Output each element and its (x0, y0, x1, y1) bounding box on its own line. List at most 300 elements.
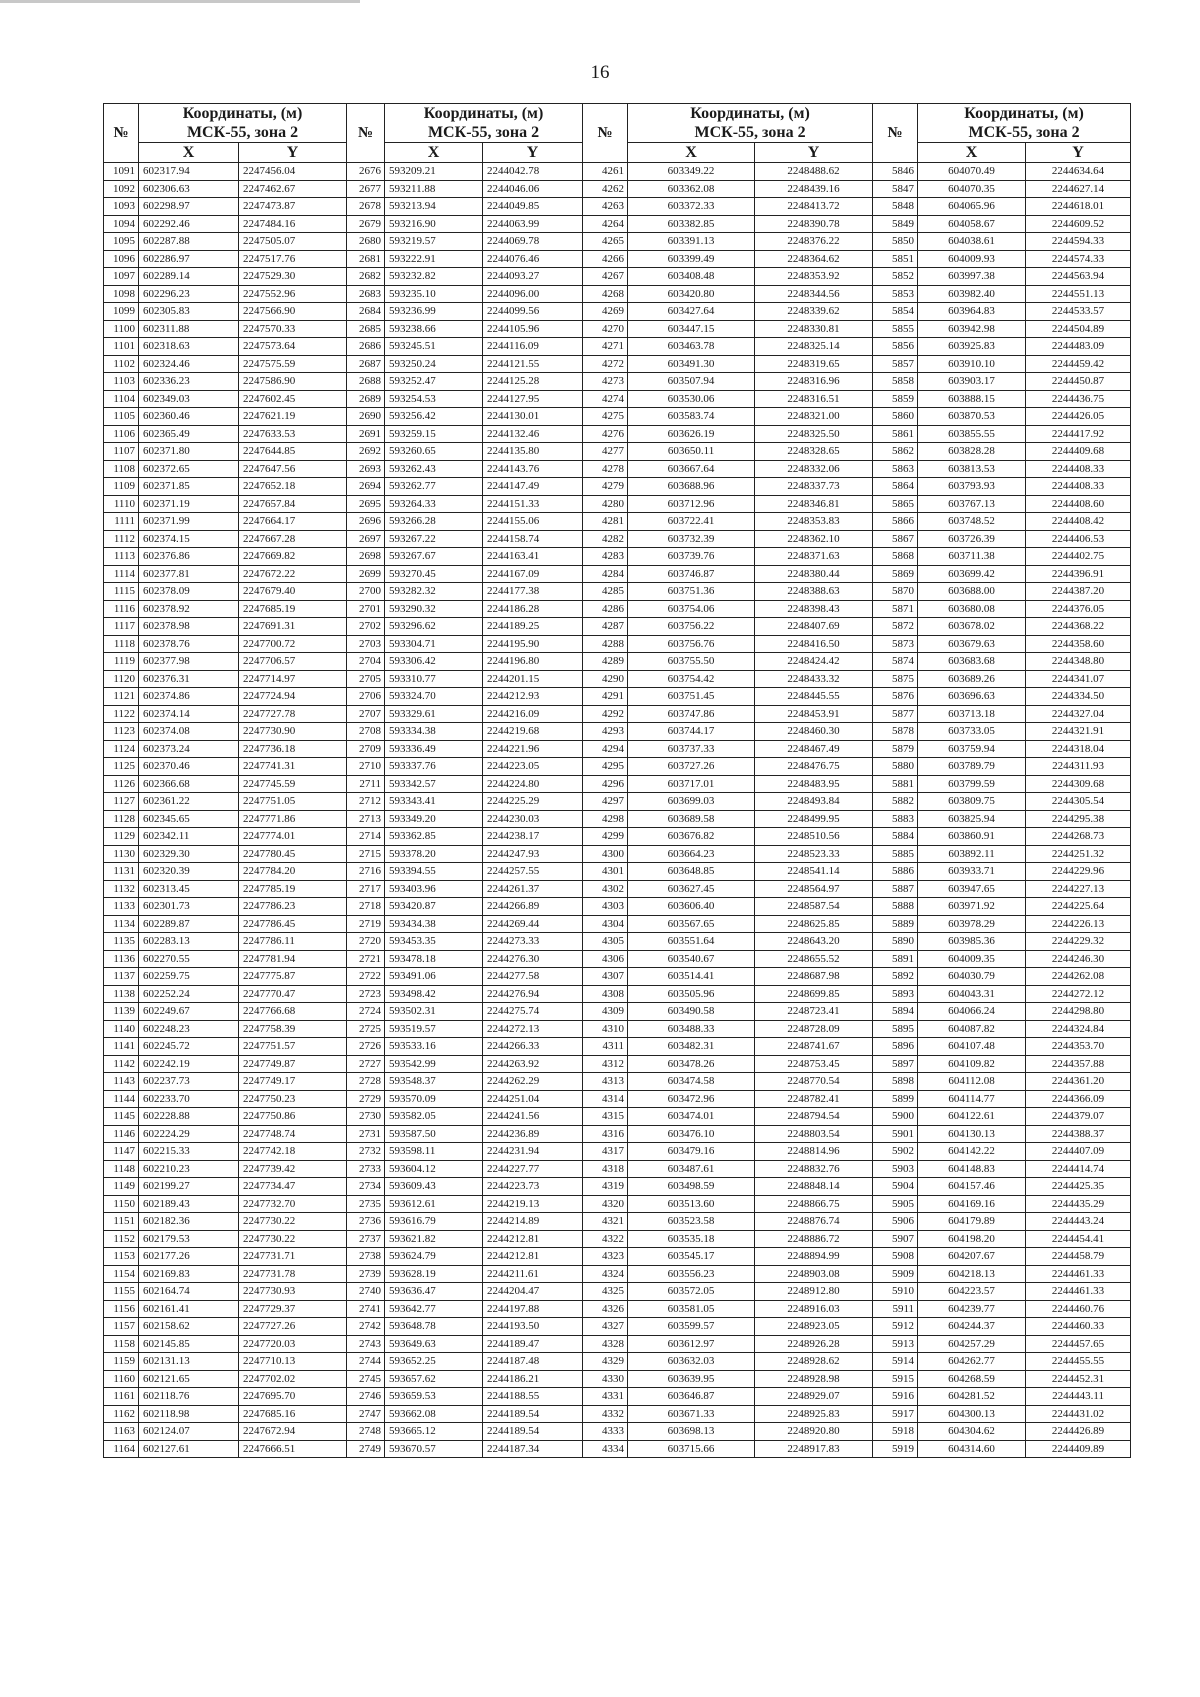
y-coordinate: 2247749.87 (239, 1055, 347, 1073)
x-coordinate: 602345.65 (139, 810, 239, 828)
y-coordinate: 2244425.35 (1026, 1178, 1131, 1196)
y-coordinate: 2248523.33 (755, 845, 873, 863)
x-coordinate: 602145.85 (139, 1335, 239, 1353)
x-coordinate: 604087.82 (918, 1020, 1026, 1038)
coords-header-system: МСК-55, зона 2 (186, 124, 299, 141)
x-coordinate: 602233.70 (139, 1090, 239, 1108)
y-coordinate: 2247456.04 (239, 163, 347, 181)
point-number: 4325 (583, 1283, 628, 1301)
point-number: 4308 (583, 985, 628, 1003)
y-coordinate: 2244262.29 (483, 1073, 583, 1091)
y-coordinate: 2247770.47 (239, 985, 347, 1003)
point-number: 4303 (583, 898, 628, 916)
point-number: 2695 (347, 495, 385, 513)
x-coordinate: 593262.43 (385, 460, 483, 478)
point-number: 2738 (347, 1248, 385, 1266)
y-coordinate: 2248390.78 (755, 215, 873, 233)
x-coordinate: 603474.58 (628, 1073, 755, 1091)
table-row (104, 653, 1131, 671)
x-coordinate: 603756.76 (628, 635, 755, 653)
y-coordinate: 2248541.14 (755, 863, 873, 881)
x-coordinate: 603505.96 (628, 985, 755, 1003)
x-coordinate: 593434.38 (385, 915, 483, 933)
y-coordinate: 2244358.60 (1026, 635, 1131, 653)
y-coordinate: 2244063.99 (483, 215, 583, 233)
table-row (104, 985, 1131, 1003)
x-coordinate: 593324.70 (385, 688, 483, 706)
y-coordinate: 2244236.89 (483, 1125, 583, 1143)
point-number: 5903 (873, 1160, 918, 1178)
point-number: 1145 (104, 1108, 139, 1126)
x-coordinate: 593587.50 (385, 1125, 483, 1143)
point-number: 2711 (347, 775, 385, 793)
point-number: 2721 (347, 950, 385, 968)
table-row (104, 583, 1131, 601)
y-coordinate: 2247730.22 (239, 1213, 347, 1231)
y-coordinate: 2247731.78 (239, 1265, 347, 1283)
point-number: 5912 (873, 1318, 918, 1336)
y-coordinate: 2244201.15 (483, 670, 583, 688)
y-coordinate: 2248445.55 (755, 688, 873, 706)
y-coordinate: 2244246.30 (1026, 950, 1131, 968)
point-number: 4327 (583, 1318, 628, 1336)
x-coordinate: 593213.94 (385, 198, 483, 216)
point-number: 4292 (583, 705, 628, 723)
x-coordinate: 603689.26 (918, 670, 1026, 688)
x-coordinate: 603648.85 (628, 863, 755, 881)
x-coordinate: 602248.23 (139, 1020, 239, 1038)
point-number: 1149 (104, 1178, 139, 1196)
point-number: 2747 (347, 1405, 385, 1423)
x-coordinate: 603688.96 (628, 478, 755, 496)
y-coordinate: 2248803.54 (755, 1125, 873, 1143)
y-coordinate: 2244257.55 (483, 863, 583, 881)
x-coordinate: 602311.88 (139, 320, 239, 338)
x-coordinate: 604198.20 (918, 1230, 1026, 1248)
y-coordinate: 2248362.10 (755, 530, 873, 548)
y-coordinate: 2247775.87 (239, 968, 347, 986)
x-coordinate: 593548.37 (385, 1073, 483, 1091)
y-coordinate: 2248388.63 (755, 583, 873, 601)
x-coordinate: 602177.26 (139, 1248, 239, 1266)
point-number: 5914 (873, 1353, 918, 1371)
x-coordinate: 604262.77 (918, 1353, 1026, 1371)
point-number: 1133 (104, 898, 139, 916)
x-coordinate: 602378.92 (139, 600, 239, 618)
x-coordinate: 593266.28 (385, 513, 483, 531)
point-number: 1122 (104, 705, 139, 723)
point-number: 1103 (104, 373, 139, 391)
y-coordinate: 2244186.21 (483, 1370, 583, 1388)
x-coordinate: 593310.77 (385, 670, 483, 688)
table-row (104, 460, 1131, 478)
point-number: 2694 (347, 478, 385, 496)
y-coordinate: 2244461.33 (1026, 1265, 1131, 1283)
y-coordinate: 2244105.96 (483, 320, 583, 338)
point-number: 5869 (873, 565, 918, 583)
y-coordinate: 2247602.45 (239, 390, 347, 408)
y-coordinate: 2244436.75 (1026, 390, 1131, 408)
point-number: 1101 (104, 338, 139, 356)
y-coordinate: 2244627.14 (1026, 180, 1131, 198)
table-row (104, 618, 1131, 636)
table-row (104, 250, 1131, 268)
x-coordinate: 604114.77 (918, 1090, 1026, 1108)
x-coordinate: 602378.09 (139, 583, 239, 601)
y-coordinate: 2248903.08 (755, 1265, 873, 1283)
x-coordinate: 602249.67 (139, 1003, 239, 1021)
y-coordinate: 2244276.94 (483, 985, 583, 1003)
x-coordinate: 593519.57 (385, 1020, 483, 1038)
x-coordinate: 602374.14 (139, 705, 239, 723)
y-coordinate: 2248316.51 (755, 390, 873, 408)
point-number: 2741 (347, 1300, 385, 1318)
table-row (104, 933, 1131, 951)
y-coordinate: 2244212.93 (483, 688, 583, 706)
x-coordinate: 602372.65 (139, 460, 239, 478)
x-coordinate: 603733.05 (918, 723, 1026, 741)
x-coordinate: 602320.39 (139, 863, 239, 881)
y-coordinate: 2248499.95 (755, 810, 873, 828)
point-number: 5847 (873, 180, 918, 198)
point-number: 5873 (873, 635, 918, 653)
x-coordinate: 603676.82 (628, 828, 755, 846)
y-coordinate: 2248439.16 (755, 180, 873, 198)
point-number: 1146 (104, 1125, 139, 1143)
point-number: 4309 (583, 1003, 628, 1021)
x-coordinate: 603488.33 (628, 1020, 755, 1038)
y-coordinate: 2248488.62 (755, 163, 873, 181)
y-coordinate: 2244357.88 (1026, 1055, 1131, 1073)
x-coordinate: 604300.13 (918, 1405, 1026, 1423)
x-coordinate: 604065.96 (918, 198, 1026, 216)
coords-header (139, 104, 347, 143)
x-coordinate: 602298.97 (139, 198, 239, 216)
point-number: 2727 (347, 1055, 385, 1073)
y-coordinate: 2244241.56 (483, 1108, 583, 1126)
y-coordinate: 2248770.54 (755, 1073, 873, 1091)
y-coordinate: 2244298.80 (1026, 1003, 1131, 1021)
point-number: 2734 (347, 1178, 385, 1196)
point-number: 5859 (873, 390, 918, 408)
point-number: 5872 (873, 618, 918, 636)
y-coordinate: 2244443.11 (1026, 1388, 1131, 1406)
x-coordinate: 602124.07 (139, 1423, 239, 1441)
x-coordinate: 603737.33 (628, 740, 755, 758)
point-number: 2709 (347, 740, 385, 758)
point-number: 4280 (583, 495, 628, 513)
x-coordinate: 604130.13 (918, 1125, 1026, 1143)
x-coordinate: 604281.52 (918, 1388, 1026, 1406)
point-number: 1116 (104, 600, 139, 618)
x-coordinate: 602374.08 (139, 723, 239, 741)
table-row (104, 268, 1131, 286)
point-number: 2693 (347, 460, 385, 478)
x-coordinate: 593394.55 (385, 863, 483, 881)
point-number: 5895 (873, 1020, 918, 1038)
y-coordinate: 2248741.67 (755, 1038, 873, 1056)
y-coordinate: 2248510.56 (755, 828, 873, 846)
table-row (104, 1090, 1131, 1108)
point-number: 5850 (873, 233, 918, 251)
x-coordinate: 603903.17 (918, 373, 1026, 391)
coords-header-title: Координаты, (м) (964, 105, 1084, 122)
x-coordinate: 602118.98 (139, 1405, 239, 1423)
x-coordinate: 603491.30 (628, 355, 755, 373)
y-coordinate: 2244096.00 (483, 285, 583, 303)
x-coordinate: 602164.74 (139, 1283, 239, 1301)
point-number: 5919 (873, 1440, 918, 1458)
point-number: 1117 (104, 618, 139, 636)
x-coordinate: 603855.55 (918, 425, 1026, 443)
y-coordinate: 2244093.27 (483, 268, 583, 286)
x-coordinate: 603756.22 (628, 618, 755, 636)
x-coordinate: 603860.91 (918, 828, 1026, 846)
table-row (104, 215, 1131, 233)
point-number: 5908 (873, 1248, 918, 1266)
y-coordinate: 2247729.37 (239, 1300, 347, 1318)
point-number: 1104 (104, 390, 139, 408)
point-number: 2720 (347, 933, 385, 951)
x-coordinate: 603698.13 (628, 1423, 755, 1441)
x-coordinate: 602189.43 (139, 1195, 239, 1213)
y-coordinate: 2247727.26 (239, 1318, 347, 1336)
x-coordinate: 603744.17 (628, 723, 755, 741)
x-coordinate: 603627.45 (628, 880, 755, 898)
x-coordinate: 604038.61 (918, 233, 1026, 251)
y-coordinate: 2248413.72 (755, 198, 873, 216)
point-number: 5879 (873, 740, 918, 758)
y-coordinate: 2248923.05 (755, 1318, 873, 1336)
y-coordinate: 2244458.79 (1026, 1248, 1131, 1266)
x-coordinate: 604142.22 (918, 1143, 1026, 1161)
x-coordinate: 603870.53 (918, 408, 1026, 426)
x-coordinate: 604070.49 (918, 163, 1026, 181)
y-coordinate: 2247731.71 (239, 1248, 347, 1266)
point-number: 2701 (347, 600, 385, 618)
x-coordinate: 603349.22 (628, 163, 755, 181)
x-coordinate: 603683.68 (918, 653, 1026, 671)
point-number: 5889 (873, 915, 918, 933)
x-coordinate: 604169.16 (918, 1195, 1026, 1213)
x-header: X (918, 143, 1026, 163)
x-coordinate: 603699.03 (628, 793, 755, 811)
point-number: 1156 (104, 1300, 139, 1318)
point-number: 2681 (347, 250, 385, 268)
y-coordinate: 2244409.89 (1026, 1440, 1131, 1458)
y-coordinate: 2247647.56 (239, 460, 347, 478)
point-number: 5901 (873, 1125, 918, 1143)
y-coordinate: 2244388.37 (1026, 1125, 1131, 1143)
x-coordinate: 593216.90 (385, 215, 483, 233)
point-number: 1124 (104, 740, 139, 758)
x-coordinate: 593342.57 (385, 775, 483, 793)
y-coordinate: 2248912.80 (755, 1283, 873, 1301)
table-row (104, 1318, 1131, 1336)
point-number: 2739 (347, 1265, 385, 1283)
x-coordinate: 603739.76 (628, 548, 755, 566)
point-number: 5865 (873, 495, 918, 513)
y-coordinate: 2248814.96 (755, 1143, 873, 1161)
x-coordinate: 593670.57 (385, 1440, 483, 1458)
point-number: 2731 (347, 1125, 385, 1143)
x-coordinate: 593254.53 (385, 390, 483, 408)
x-coordinate: 602324.46 (139, 355, 239, 373)
y-coordinate: 2248339.62 (755, 303, 873, 321)
point-number: 5892 (873, 968, 918, 986)
y-coordinate: 2244231.94 (483, 1143, 583, 1161)
table-row (104, 1265, 1131, 1283)
y-coordinate: 2244277.58 (483, 968, 583, 986)
y-coordinate: 2247786.23 (239, 898, 347, 916)
x-coordinate: 603482.31 (628, 1038, 755, 1056)
point-number: 4290 (583, 670, 628, 688)
point-number: 1097 (104, 268, 139, 286)
x-coordinate: 604107.48 (918, 1038, 1026, 1056)
table-row (104, 723, 1131, 741)
y-coordinate: 2244551.13 (1026, 285, 1131, 303)
y-coordinate: 2248376.22 (755, 233, 873, 251)
point-number: 5894 (873, 1003, 918, 1021)
num-header: № (347, 104, 385, 163)
point-number: 4269 (583, 303, 628, 321)
table-row (104, 1283, 1131, 1301)
x-coordinate: 604314.60 (918, 1440, 1026, 1458)
point-number: 4282 (583, 530, 628, 548)
point-number: 1095 (104, 233, 139, 251)
point-number: 5913 (873, 1335, 918, 1353)
point-number: 1140 (104, 1020, 139, 1038)
point-number: 1111 (104, 513, 139, 531)
y-coordinate: 2247529.30 (239, 268, 347, 286)
y-coordinate: 2244387.20 (1026, 583, 1131, 601)
x-coordinate: 603789.79 (918, 758, 1026, 776)
y-coordinate: 2244177.38 (483, 583, 583, 601)
point-number: 1094 (104, 215, 139, 233)
y-coordinate: 2244366.09 (1026, 1090, 1131, 1108)
x-coordinate: 593598.11 (385, 1143, 483, 1161)
y-coordinate: 2247672.22 (239, 565, 347, 583)
point-number: 4314 (583, 1090, 628, 1108)
y-coordinate: 2247695.70 (239, 1388, 347, 1406)
y-coordinate: 2247732.70 (239, 1195, 347, 1213)
coords-header-title: Координаты, (м) (423, 105, 544, 122)
x-coordinate: 603626.19 (628, 425, 755, 443)
point-number: 1139 (104, 1003, 139, 1021)
point-number: 1132 (104, 880, 139, 898)
x-coordinate: 603825.94 (918, 810, 1026, 828)
y-coordinate: 2244379.07 (1026, 1108, 1131, 1126)
coords-header-title: Координаты, (м) (690, 105, 810, 122)
y-coordinate: 2244076.46 (483, 250, 583, 268)
y-coordinate: 2248655.52 (755, 950, 873, 968)
y-coordinate: 2244189.54 (483, 1423, 583, 1441)
point-number: 1152 (104, 1230, 139, 1248)
y-coordinate: 2244457.65 (1026, 1335, 1131, 1353)
y-coordinate: 2244408.60 (1026, 495, 1131, 513)
y-coordinate: 2244295.38 (1026, 810, 1131, 828)
y-coordinate: 2244143.76 (483, 460, 583, 478)
table-row (104, 793, 1131, 811)
x-coordinate: 602361.22 (139, 793, 239, 811)
x-coordinate: 603809.75 (918, 793, 1026, 811)
x-coordinate: 603985.36 (918, 933, 1026, 951)
x-coordinate: 602360.46 (139, 408, 239, 426)
x-coordinate: 593304.71 (385, 635, 483, 653)
point-number: 2702 (347, 618, 385, 636)
y-coordinate: 2244417.92 (1026, 425, 1131, 443)
table-row (104, 1440, 1131, 1458)
x-coordinate: 602374.86 (139, 688, 239, 706)
x-coordinate: 593628.19 (385, 1265, 483, 1283)
y-coordinate: 2247720.03 (239, 1335, 347, 1353)
y-coordinate: 2244348.80 (1026, 653, 1131, 671)
x-coordinate: 593362.85 (385, 828, 483, 846)
point-number: 1114 (104, 565, 139, 583)
y-coordinate: 2247473.87 (239, 198, 347, 216)
x-coordinate: 603888.15 (918, 390, 1026, 408)
x-coordinate: 593609.43 (385, 1178, 483, 1196)
point-number: 5885 (873, 845, 918, 863)
point-number: 1110 (104, 495, 139, 513)
x-coordinate: 593349.20 (385, 810, 483, 828)
table-body (104, 163, 1131, 1458)
x-coordinate: 593616.79 (385, 1213, 483, 1231)
x-coordinate: 603479.16 (628, 1143, 755, 1161)
x-coordinate: 603581.05 (628, 1300, 755, 1318)
point-number: 4302 (583, 880, 628, 898)
y-coordinate: 2247484.16 (239, 215, 347, 233)
y-coordinate: 2244219.13 (483, 1195, 583, 1213)
y-coordinate: 2244223.73 (483, 1178, 583, 1196)
x-coordinate: 603671.33 (628, 1405, 755, 1423)
point-number: 4275 (583, 408, 628, 426)
y-coordinate: 2247657.84 (239, 495, 347, 513)
y-header: Y (755, 143, 873, 163)
y-header: Y (1026, 143, 1131, 163)
x-coordinate: 602329.30 (139, 845, 239, 863)
point-number: 1121 (104, 688, 139, 706)
y-coordinate: 2247745.59 (239, 775, 347, 793)
y-coordinate: 2248782.41 (755, 1090, 873, 1108)
x-coordinate: 603583.74 (628, 408, 755, 426)
x-coordinate: 593343.41 (385, 793, 483, 811)
y-coordinate: 2247785.19 (239, 880, 347, 898)
y-coordinate: 2244216.09 (483, 705, 583, 723)
point-number: 4300 (583, 845, 628, 863)
y-coordinate: 2247570.33 (239, 320, 347, 338)
y-coordinate: 2244426.05 (1026, 408, 1131, 426)
x-coordinate: 602366.68 (139, 775, 239, 793)
point-number: 1126 (104, 775, 139, 793)
table-row (104, 1335, 1131, 1353)
y-coordinate: 2244460.76 (1026, 1300, 1131, 1318)
point-number: 4306 (583, 950, 628, 968)
y-coordinate: 2248926.28 (755, 1335, 873, 1353)
x-coordinate: 602179.53 (139, 1230, 239, 1248)
point-number: 1164 (104, 1440, 139, 1458)
point-number: 2726 (347, 1038, 385, 1056)
point-number: 5858 (873, 373, 918, 391)
y-coordinate: 2248325.14 (755, 338, 873, 356)
x-coordinate: 593238.66 (385, 320, 483, 338)
x-coordinate: 602377.98 (139, 653, 239, 671)
y-coordinate: 2247751.05 (239, 793, 347, 811)
x-coordinate: 603947.65 (918, 880, 1026, 898)
table-row (104, 180, 1131, 198)
y-coordinate: 2244223.05 (483, 758, 583, 776)
x-coordinate: 604304.62 (918, 1423, 1026, 1441)
